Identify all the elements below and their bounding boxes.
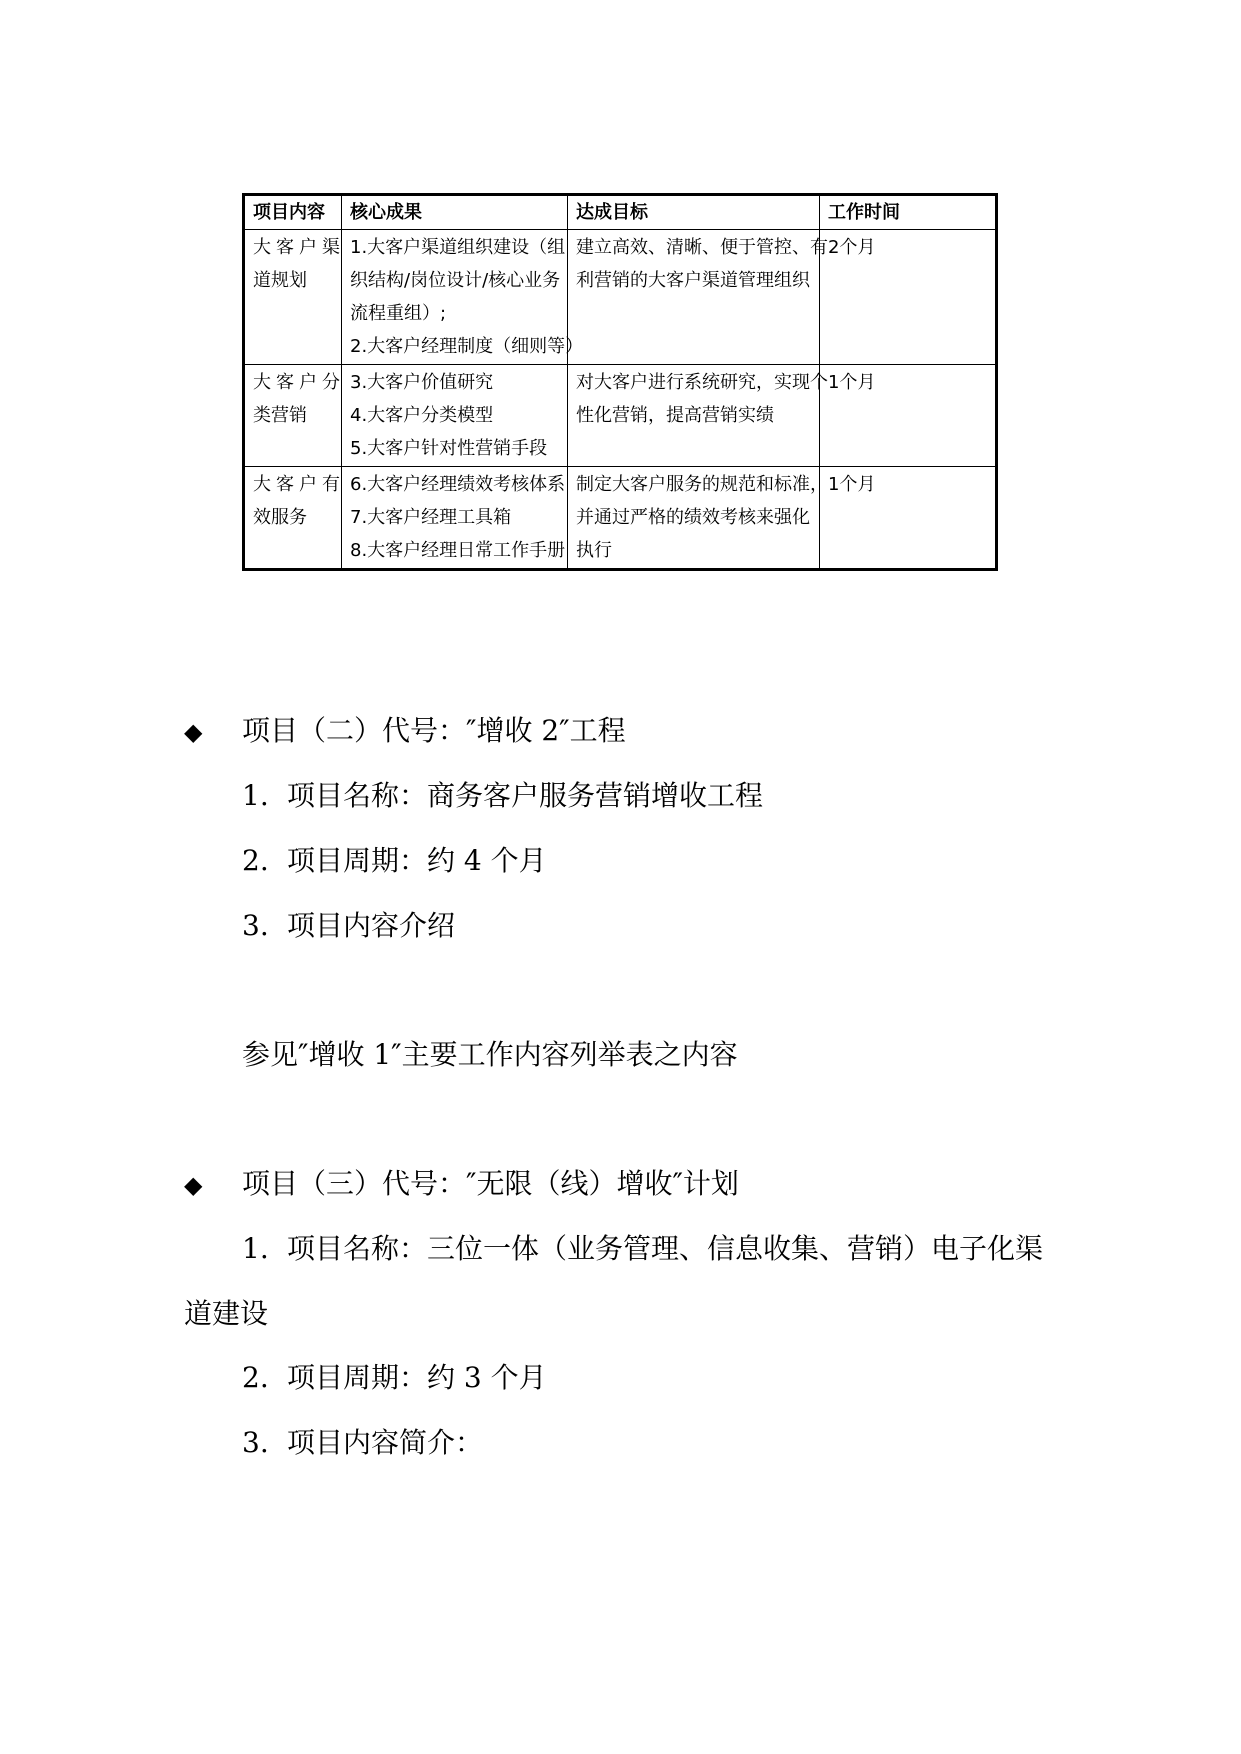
item-number: 3. <box>242 1426 269 1459</box>
item-number: 2. <box>242 844 269 877</box>
table-row <box>244 467 997 570</box>
cell-text: 织结构/岗位设计/核心业务 <box>350 270 561 291</box>
cell-results <box>342 365 568 467</box>
item-number: 3. <box>242 909 269 942</box>
item-text: 项目周期：约 4 个月 <box>287 844 547 877</box>
cell-time: 1个月 <box>820 365 997 467</box>
cell-text: 4.大客户分类模型 <box>350 405 494 426</box>
project2-heading <box>184 713 626 750</box>
work-content-table <box>242 193 998 571</box>
header-content: 项目内容 <box>244 195 342 230</box>
item-number: 2. <box>242 1361 269 1394</box>
cell-results <box>342 230 584 365</box>
header-time: 工作时间 <box>820 195 997 230</box>
cell-goal <box>568 365 828 467</box>
cell-text: 执行 <box>576 540 612 561</box>
table-row <box>244 230 997 365</box>
cell-goal <box>568 467 828 570</box>
cell-text: 制定大客户服务的规范和标准， <box>576 474 828 495</box>
cell-text: 对大客户进行系统研究，实现个 <box>576 372 828 393</box>
project3-title: 项目（三）代号：″无限（线）增收″计划 <box>242 1167 739 1200</box>
cell-text: 利营销的大客户渠道管理组织 <box>576 270 810 291</box>
cell-content <box>244 467 345 570</box>
cell-text: 性化营销，提高营销实绩 <box>576 405 774 426</box>
item-text: 项目内容介绍 <box>287 909 456 942</box>
cell-text: 8.大客户经理日常工作手册 <box>350 540 566 561</box>
cell-text: 3.大客户价值研究 <box>350 372 494 393</box>
item-number: 1. <box>242 1232 269 1265</box>
project3-item-continuation: 道建设 <box>184 1297 269 1330</box>
cell-text: 并通过严格的绩效考核来强化 <box>576 507 810 528</box>
cell-text: 道规划 <box>253 270 307 291</box>
cell-content <box>244 230 345 365</box>
cell-text: 效服务 <box>253 507 307 528</box>
diamond-bullet-icon: ◆ <box>184 718 203 746</box>
project3-item <box>242 1425 483 1461</box>
cell-text: 1.大客户渠道组织建设（组 <box>350 237 566 258</box>
project2-item <box>242 843 547 879</box>
project2-note: 参见″增收 1″主要工作内容列举表之内容 <box>242 1038 738 1071</box>
cell-text: 建立高效、清晰、便于管控、有 <box>576 237 828 258</box>
cell-text: 2.大客户经理制度（细则等） <box>350 336 584 357</box>
cell-text: 类营销 <box>253 405 307 426</box>
cell-text: 6.大客户经理绩效考核体系 <box>350 474 566 495</box>
project3-item <box>242 1360 547 1396</box>
project2-item <box>242 908 455 944</box>
table-header-row <box>244 195 997 230</box>
item-text: 项目内容简介： <box>287 1426 484 1459</box>
cell-text: 7.大客户经理工具箱 <box>350 507 512 528</box>
cell-time: 1个月 <box>820 467 997 570</box>
project2-item <box>242 778 763 814</box>
cell-results <box>342 467 568 570</box>
cell-text: 流程重组）; <box>350 303 447 324</box>
header-goal: 达成目标 <box>568 195 820 230</box>
project3-item <box>242 1231 1043 1267</box>
cell-goal <box>568 230 828 365</box>
diamond-bullet-icon: ◆ <box>184 1171 203 1199</box>
item-text: 项目名称：三位一体（业务管理、信息收集、营销）电子化渠 <box>287 1232 1044 1265</box>
cell-time: 2个月 <box>820 230 997 365</box>
project2-title: 项目（二）代号：″增收 2″工程 <box>242 714 626 747</box>
project3-heading <box>184 1166 739 1203</box>
cell-text: 5.大客户针对性营销手段 <box>350 438 548 459</box>
cell-text: 大客户渠 <box>253 237 345 258</box>
cell-content <box>244 365 345 467</box>
cell-text: 大客户有 <box>253 474 345 495</box>
item-text: 项目周期：约 3 个月 <box>287 1361 547 1394</box>
item-text: 项目名称：商务客户服务营销增收工程 <box>287 779 764 812</box>
header-results: 核心成果 <box>342 195 568 230</box>
table-row <box>244 365 997 467</box>
item-number: 1. <box>242 779 269 812</box>
cell-text: 大客户分 <box>253 372 345 393</box>
